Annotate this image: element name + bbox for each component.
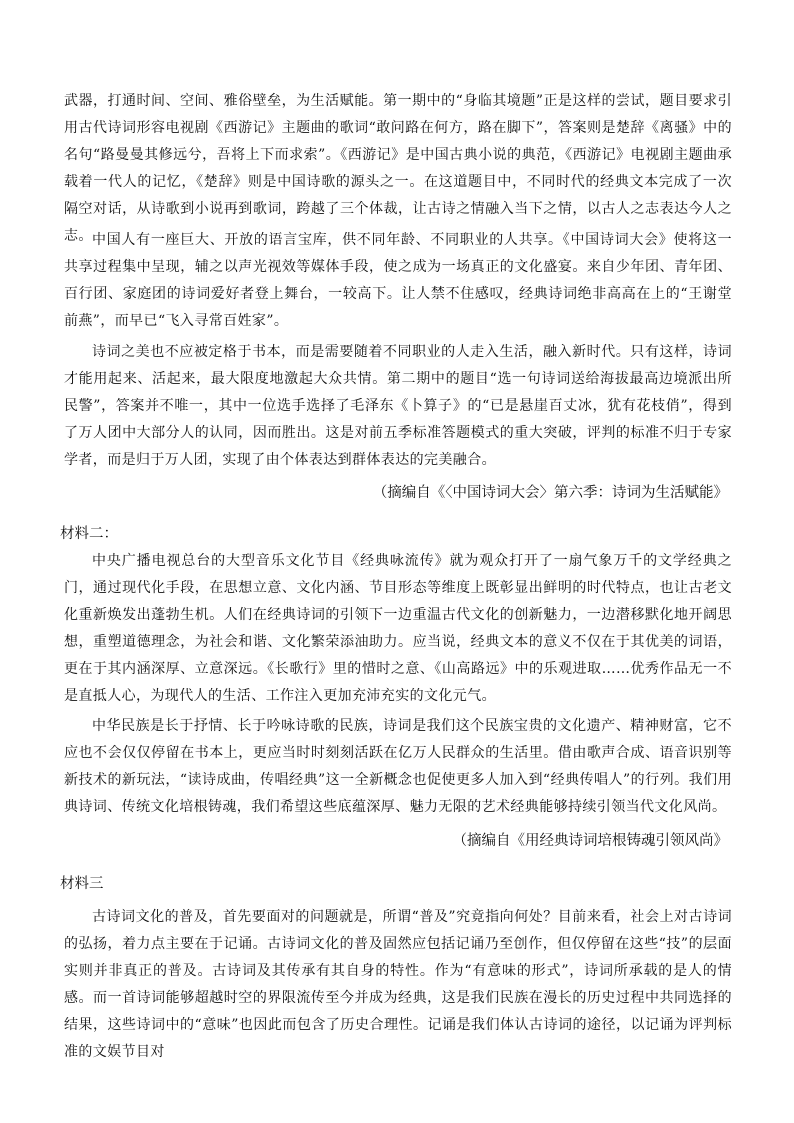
material-one-paragraph-3: 诗词之美也不应被定格于书本，而是需要随着不同职业的人走入生活，融入新时代。只有这样，诗词才能用起来、活起来，最大限度地激起大众共情。第二期中的题目“选一句诗词送给海拔最高边境派出所民警”，答案并不唯一，其中一位选手选择了毛泽东《卜算子》的“已是悬崖百丈冰，犹有花枝俏”，得到了万人团中大部分人的认同，因而胜出。这是对前五季标准答题模式的重大突破，评判的标准不归于专家学者，而是归于万人团，实现了由个体表达到群体表达的完美融合。 <box>64 344 732 468</box>
material-two-heading: 材料二： <box>60 526 118 542</box>
material-one-source: （摘编自《〈中国诗词大会〉第六季：诗词为生活赋能》 <box>372 485 728 501</box>
material-two-paragraph-2: 中华民族是长于抒情、长于吟咏诗歌的民族，诗词是我们这个民族宝贵的文化遗产、精神财富，它不应也不会仅仅停留在书本上，更应当时时刻刻活跃在亿万人民群众的生活里。借由歌声合成、语音识别等新技术的新玩法，“读诗成曲，传唱经典”这一全新概念也促使更多人加入到“经典传唱人”的行列。我们用典诗词、传统文化培根铸魂，我们希望这些底蕴深厚、魅力无限的艺术经典能够持续引领当代文化风尚。 <box>64 718 732 815</box>
material-two-source: （摘编自《用经典诗词培根铸魂引领风尚》 <box>452 833 728 849</box>
material-two-paragraph-1: 中央广播电视总台的大型音乐文化节目《经典咏流传》就为观众打开了一扇气象万千的文学经典之门，通过现代化手段，在思想立意、文化内涵、节目形态等维度上既彰显出鲜明的时代特点，也让古老文化重新焕发出蓬勃生机。人们在经典诗词的引领下一边重温古代文化的创新魅力，一边潜移默化地开阔思想，重塑道德理念，为社会和谐、文化繁荣添油助力。应当说，经典文本的意义不仅在于其优美的词语，更在于其内涵深厚、立意深远。《长歌行》里的惜时之意、《山高路远》中的乐观进取……优秀作品无一不是直抵人心，为现代人的生活、工作注入更加充沛充实的文化元气。 <box>64 553 732 704</box>
material-three-paragraph-1: 古诗词文化的普及，首先要面对的问题就是，所谓“普及”究竟指向何处？目前来看，社会上对古诗词的弘扬，着力点主要在于记诵。古诗词文化的普及固然应包括记诵乃至创作，但仅停留在这些“技”的层面实则并非真正的普及。古诗词及其传承有其自身的特性。作为“有意味的形式”，诗词所承载的是人的情感。而一首诗词能够超越时空的界限流传至今并成为经典，这是我们民族在漫长的历史过程中共同选择的结果，这些诗词中的“意味”也因此而包含了历史合理性。记诵是我们体认古诗词的途径，以记诵为评判标准的文娱节目对 <box>64 909 732 1060</box>
material-three-heading: 材料三 <box>60 876 104 892</box>
material-one-paragraph-1: 武器，打通时间、空间、雅俗壁垒，为生活赋能。第一期中的“身临其境题”正是这样的尝试，题目要求引用古代诗词形容电视剧《西游记》主题曲的歌词“敢问路在何方，路在脚下”，答案则是楚辞《离骚》中的名句“路曼曼其修远兮，吾将上下而求索”。《西游记》是中国古典小说的典范，《西游记》电视剧主题曲承载着一代人的记忆，《楚辞》则是中国诗歌的源头之一。在这道题目中，不同时代的经典文本完成了一次隔空对话，从诗歌到小说再到歌词，跨越了三个体裁，让古诗之情融入当下之情，以古人之志表达今人之志。 <box>64 93 732 244</box>
material-one-paragraph-2: 中国人有一座巨大、开放的语言宝库，供不同年龄、不同职业的人共享。《中国诗词大会》使将这一共享过程集中呈现，辅之以声光视效等媒体手段，使之成为一场真正的文化盛宴。来自少年团、青年团、百行团、家庭团的诗词爱好者登上舞台，一较高下。让人禁不住感叹，经典诗词绝非高高在上的“王谢堂前燕”，而早已“飞入寻常百姓家”。 <box>64 232 732 329</box>
